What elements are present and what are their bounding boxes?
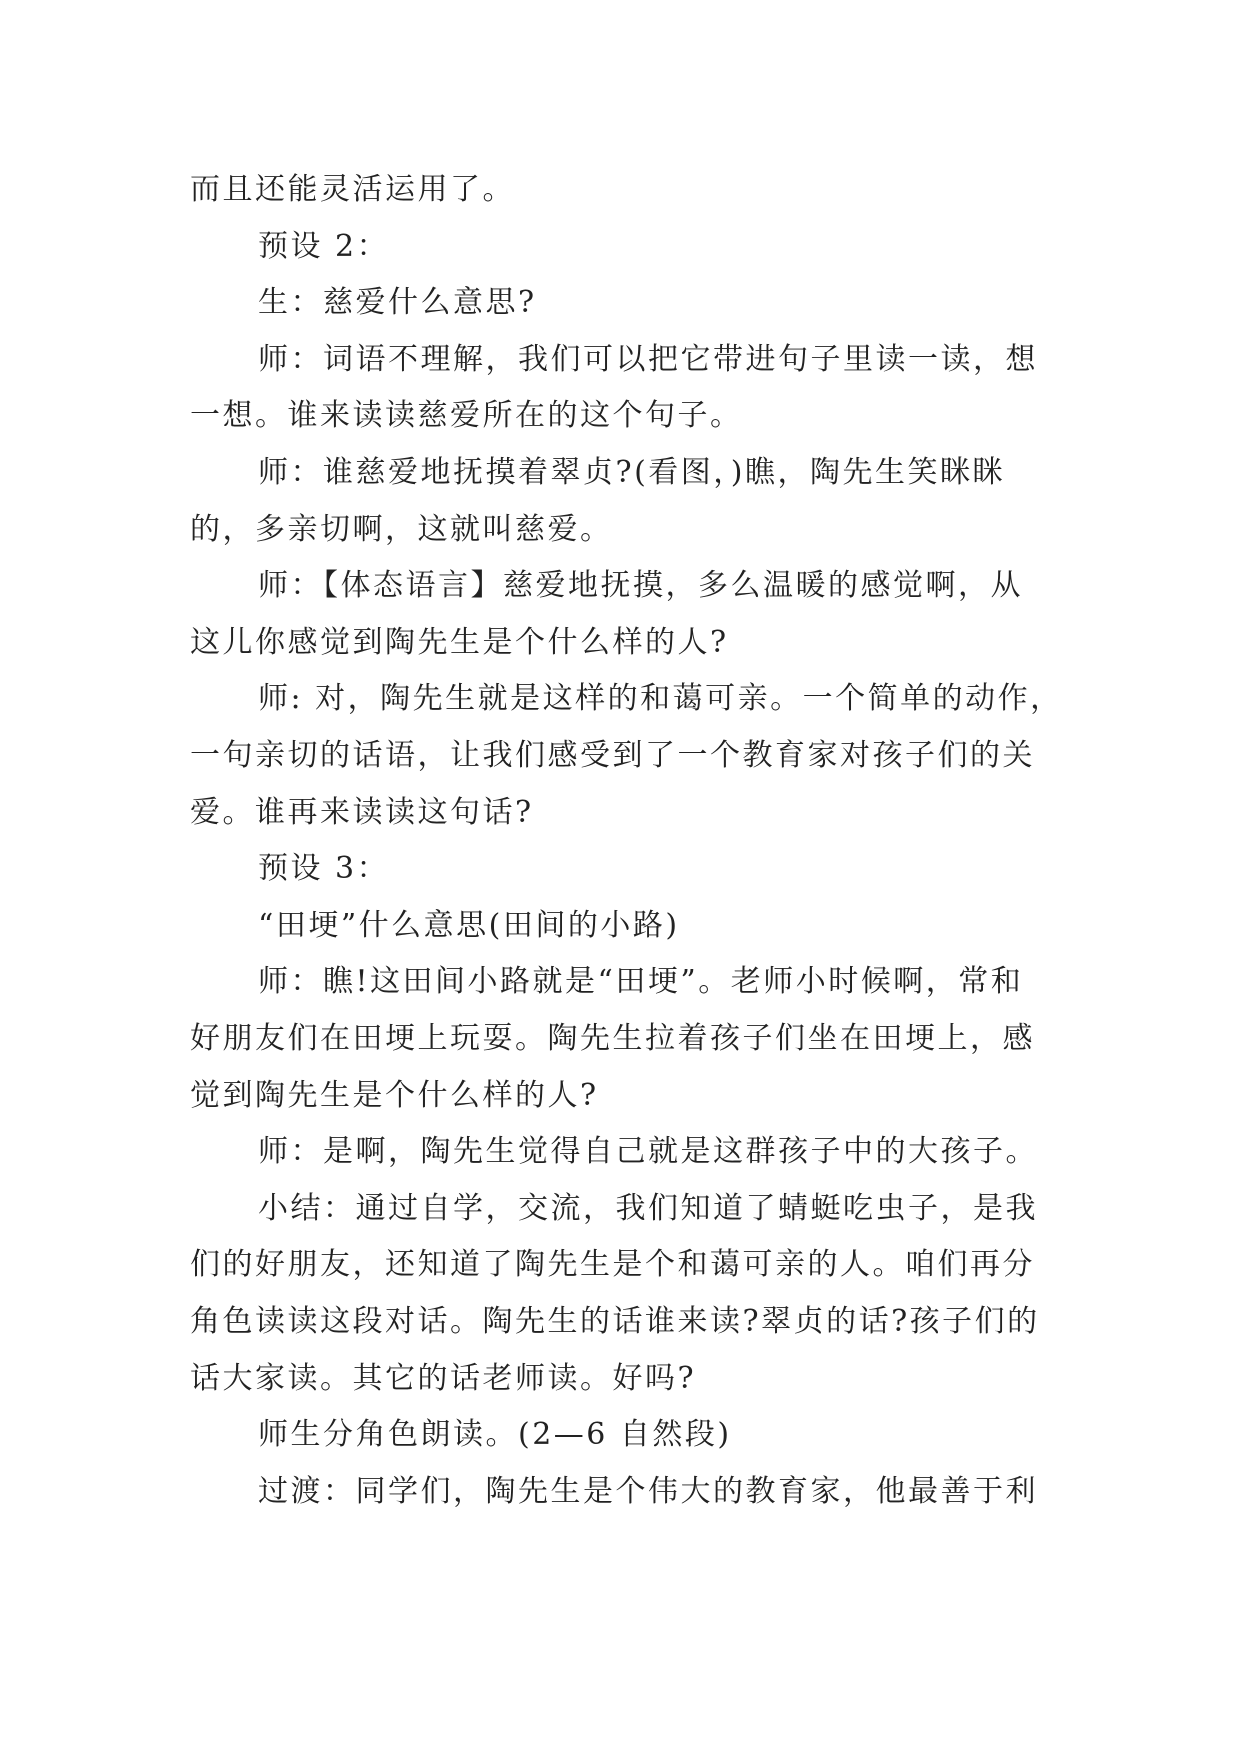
text-line: 师：谁慈爱地抚摸着翠贞?(看图，)瞧，陶先生笑眯眯 [258,455,1005,490]
text-line: 预设 2： [258,229,390,264]
text-line: 师：是啊，陶先生觉得自己就是这群孩子中的大孩子。 [258,1134,1038,1169]
text-line: 师：【体态语言】慈爱地抚摸，多么温暖的感觉啊，从 [258,568,1023,603]
text-line: 预设 3： [258,851,390,886]
text-line: 而且还能灵活运用了。 [190,172,515,207]
text-line: 的，多亲切啊，这就叫慈爱。 [190,512,613,547]
text-line: 们的好朋友，还知道了陶先生是个和蔼可亲的人。咱们再分 [190,1247,1035,1282]
text-line: 师生分角色朗读。(2—6 自然段) [258,1417,732,1452]
text-line: “田埂”什么意思(田间的小路) [258,908,680,943]
text-line: 爱。谁再来读读这句话? [190,795,534,830]
text-line: 师：瞧!这田间小路就是“田埂”。老师小时候啊，常和 [258,964,1024,999]
text-line: 生：慈爱什么意思? [258,285,537,320]
text-line: 话大家读。其它的话老师读。好吗? [190,1361,697,1396]
text-line: 好朋友们在田埂上玩耍。陶先生拉着孩子们坐在田埂上，感 [190,1021,1035,1056]
text-line: 觉到陶先生是个什么样的人? [190,1078,599,1113]
text-line: 角色读读这段对话。陶先生的话谁来读?翠贞的话?孩子们的 [190,1304,1040,1339]
text-line: 这儿你感觉到陶先生是个什么样的人? [190,625,729,660]
text-line: 小结：通过自学，交流，我们知道了蜻蜓吃虫子，是我 [258,1191,1038,1226]
text-line: 师: 对，陶先生就是这样的和蔼可亲。一个简单的动作， [258,681,1063,716]
text-line: 师：词语不理解，我们可以把它带进句子里读一读，想 [258,342,1038,377]
text-line: 一想。谁来读读慈爱所在的这个句子。 [190,398,743,433]
text-line: 过渡：同学们，陶先生是个伟大的教育家，他最善于利 [258,1474,1038,1509]
text-line: 一句亲切的话语，让我们感受到了一个教育家对孩子们的关 [190,738,1035,773]
